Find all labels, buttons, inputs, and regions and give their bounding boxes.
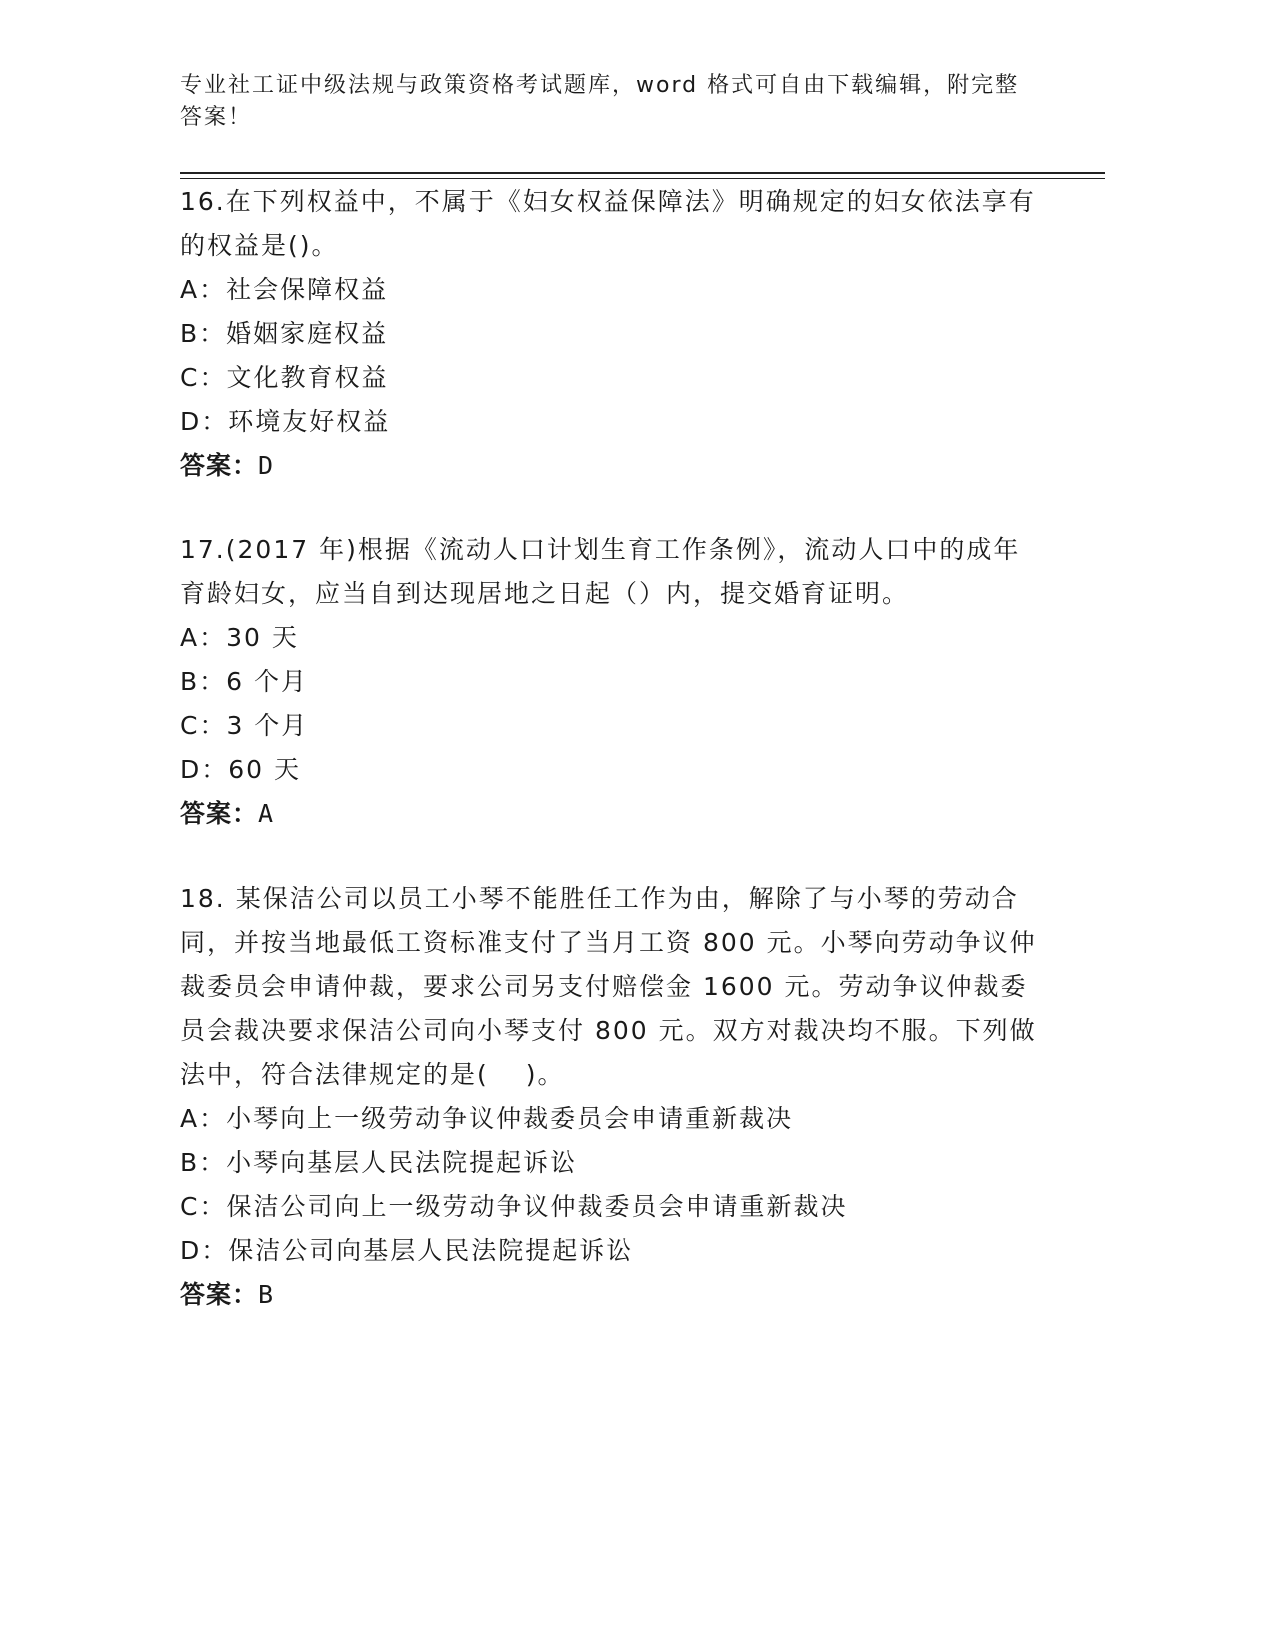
- option-a: A：社会保障权益: [180, 275, 389, 304]
- document-header: 专业社工证中级法规与政策资格考试题库，word 格式可自由下载编辑，附完整答案！: [180, 73, 1020, 130]
- question-stem: 18. 某保洁公司以员工小琴不能胜任工作为由，解除了与小琴的劳动合同，并按当地最低工资标准支付了当月工资 800 元。小琴向劳动争议仲裁委员会申请仲裁，要求公司另支付赔偿金 1600 元。劳动争议仲裁委员会裁决要求保洁公司向小琴支付 800 元。双方对裁决均不服。下列做法中，符合法律规定的是( )。: [180, 884, 1037, 1089]
- answer-line: [180, 444, 1040, 488]
- option-c: C：文化教育权益: [180, 363, 389, 392]
- question-18: [180, 877, 1040, 1317]
- option-b: B：6 个月: [180, 667, 309, 696]
- header-divider-thin: [180, 178, 1105, 179]
- option-a: A：小琴向上一级劳动争议仲裁委员会申请重新裁决: [180, 1104, 794, 1133]
- question-stem: 16.在下列权益中，不属于《妇女权益保障法》明确规定的妇女依法享有的权益是()。: [180, 187, 1036, 260]
- option-a: A：30 天: [180, 623, 299, 652]
- answer-label: 答案：: [180, 1280, 259, 1309]
- option-d: D：保洁公司向基层人民法院提起诉讼: [180, 1236, 634, 1265]
- answer-label: 答案：: [180, 451, 259, 480]
- question-17: [180, 528, 1040, 836]
- option-d: D：环境友好权益: [180, 407, 391, 436]
- option-b: B：小琴向基层人民法院提起诉讼: [180, 1148, 578, 1177]
- answer-line: [180, 792, 1040, 836]
- option-b: B：婚姻家庭权益: [180, 319, 389, 348]
- answer-value: A: [258, 799, 275, 828]
- answer-line: [180, 1273, 1040, 1317]
- option-d: D：60 天: [180, 755, 302, 784]
- question-stem: 17.(2017 年)根据《流动人口计划生育工作条例》，流动人口中的成年育龄妇女，应当自到达现居地之日起（）内，提交婚育证明。: [180, 535, 1021, 608]
- header-divider-thick: [180, 172, 1105, 174]
- question-16: [180, 180, 1040, 488]
- answer-label: 答案：: [180, 799, 259, 828]
- option-c: C：保洁公司向上一级劳动争议仲裁委员会申请重新裁决: [180, 1192, 848, 1221]
- answer-value: B: [258, 1280, 275, 1309]
- answer-value: D: [258, 451, 275, 480]
- option-c: C：3 个月: [180, 711, 309, 740]
